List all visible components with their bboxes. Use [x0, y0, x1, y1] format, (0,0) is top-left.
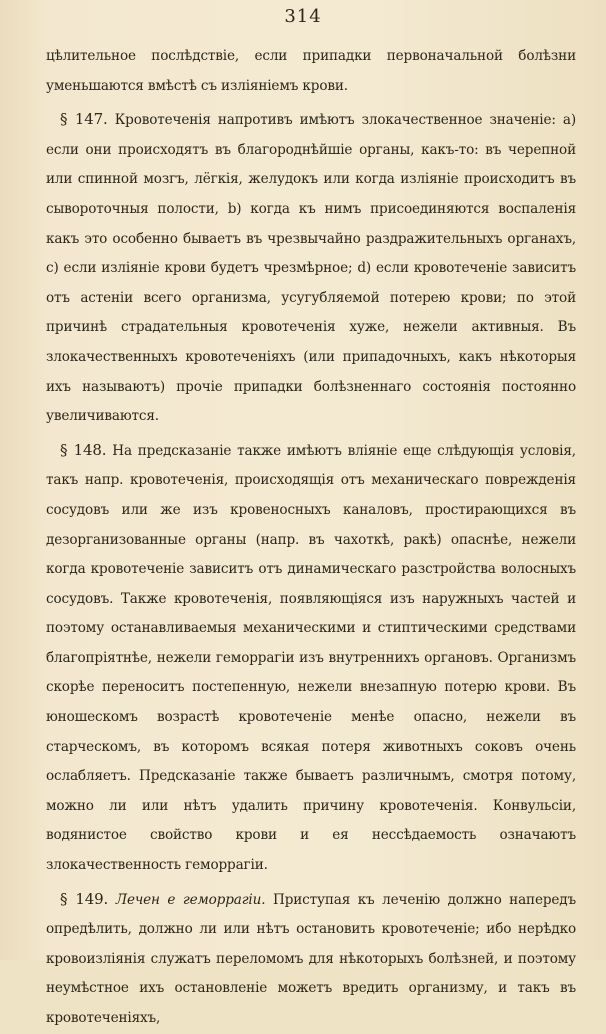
section-number: § 147. — [60, 110, 108, 129]
section-number: § 148. — [60, 440, 107, 459]
paragraph-text: цѣлительное послѣдствіе, если припадки первоначальной болѣзни уменьшаются вмѣстѣ съ изліяніемъ крови. — [46, 48, 576, 94]
page-body — [46, 42, 576, 1034]
paragraph-text: Приступая къ леченію должно напередъ опредѣлить, должно ли или нѣтъ остановить кровотеченіе; ибо нерѣдко кровоизліянія служатъ переломомъ для нѣкоторыхъ болѣзней, и поэтому неумѣстное ихъ остановленіе можетъ вредить организму, и такъ въ кровотеченіяхъ, — [46, 891, 577, 1026]
page-number: 314 — [284, 6, 322, 27]
section-number: § 149. — [60, 889, 109, 908]
section-heading: Лечен е геморрагіи. — [115, 891, 266, 908]
paragraph-148 — [46, 436, 576, 881]
paragraph-text: На предсказаніе также имѣютъ вліяніе еще слѣдующія условія, такъ напр. кровотеченія, происходящія отъ механическаго поврежденія сосудовъ или же изъ кровеносныхъ каналовъ, простирающихся въ дезорганизованные органы (напр. въ чахоткѣ, ракѣ) опаснѣе, нежели когда кровотеченіе зависитъ отъ динамическаго разстройства волосныхъ сосудовъ. Также кровотеченія, появляющіяся изъ наружныхъ частей и поэтому останавливаемыя механическими и стиптическими средствами благопріятнѣе, нежели геморрагіи изъ внутреннихъ органовъ. Организмъ скорѣе переноситъ постепенную, нежели внезапную потерю крови. Въ юношескомъ возрастѣ кровотеченіе менѣе опасно, нежели въ старческомъ, въ которомъ всякая потеря животныхъ соковъ очень ослабляетъ. Предсказаніе также бываетъ различнымъ, смотря потому, можно ли или нѣтъ удалить причину кровотеченія. Конвульсіи, водянистое свойство крови и ея нессѣдаемость означаютъ злокачественность геморрагіи. — [46, 442, 576, 874]
paragraph-continuation — [46, 42, 576, 101]
paragraph-149 — [46, 885, 576, 1034]
paragraph-text: Кровотеченія напротивъ имѣютъ злокачественное значеніе: a) если они происходятъ въ благороднѣйшіе органы, какъ-то: въ черепной или спинной мозгъ, лёгкія, желудокъ или когда изліяніе происходитъ въ сывороточныя полости, b) когда къ нимъ присоединяются воспаленія какъ это особенно бываетъ въ чрезвычайно раздражительныхъ органахъ, c) если изліяніе крови будетъ чрезмѣрное; d) если кровотеченіе зависитъ отъ астеніи всего организма, усугубляемой потерею крови; по этой причинѣ страдательныя кровотеченія хуже, нежели активныя. Въ злокачественныхъ кровотеченіяхъ (или припадочныхъ, какъ нѣкоторыя ихъ называютъ) прочіе припадки болѣзненнаго состоянія постоянно увеличиваются. — [46, 112, 576, 425]
paragraph-147 — [46, 105, 576, 432]
